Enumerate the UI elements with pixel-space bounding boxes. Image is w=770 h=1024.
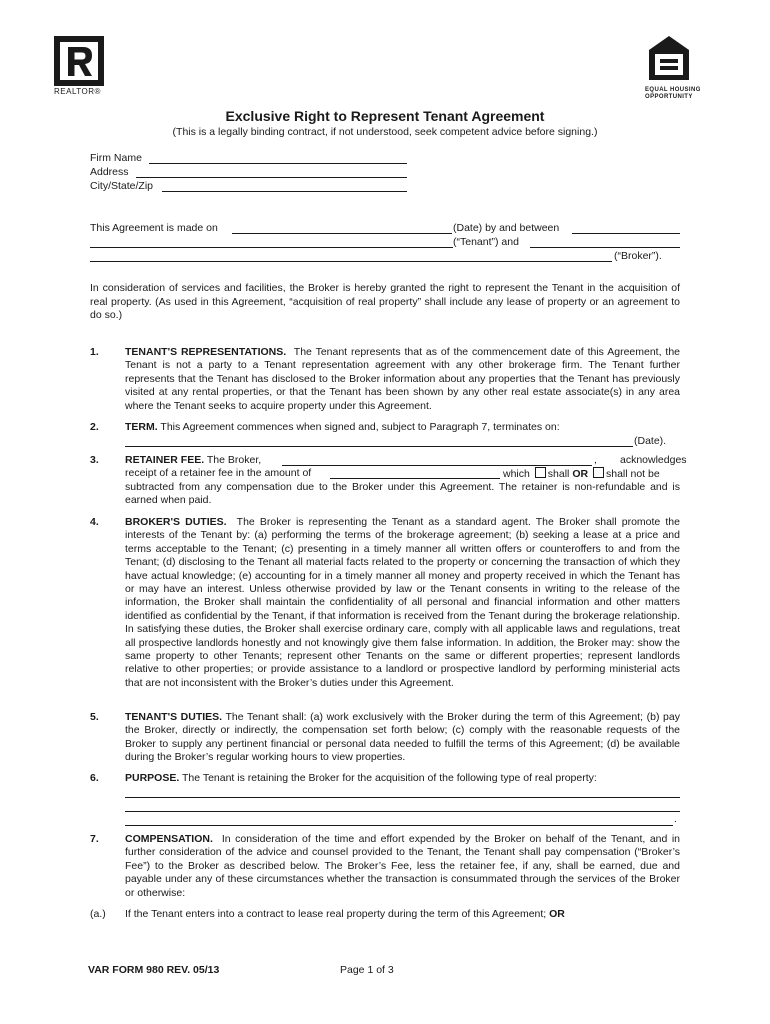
section-6-heading: PURPOSE. [125, 772, 180, 784]
section-4-number: 4. [90, 516, 99, 528]
section-3-options [503, 467, 660, 482]
shall-not-checkbox[interactable] [593, 467, 604, 478]
section-2-heading: TERM. [125, 421, 158, 433]
broker-retainer-name-field[interactable] [282, 465, 592, 466]
section-1-body [125, 346, 680, 413]
equal-housing-text-2: OPPORTUNITY [645, 94, 693, 100]
section-4-heading: BROKER'S DUTIES. [125, 516, 227, 528]
section-7-number: 7. [90, 833, 99, 845]
section-6-number: 6. [90, 772, 99, 784]
section-6-text: The Tenant is retaining the Broker for the acquisition of the following type of real property: [182, 772, 597, 784]
party-field-1[interactable] [572, 233, 680, 234]
section-6-end: . [674, 813, 677, 825]
agreement-made-label: This Agreement is made on [90, 222, 218, 234]
or-text: OR [572, 468, 589, 480]
broker-label: (“Broker”). [614, 250, 662, 262]
section-3-heading: RETAINER FEE. [125, 454, 205, 466]
address-label: Address [90, 166, 129, 178]
realtor-r-icon [54, 36, 104, 86]
shall-not-text: shall not be [605, 468, 660, 480]
acknowledges-text: acknowledges [620, 454, 687, 466]
consideration-paragraph: In consideration of services and facilities, the Broker is hereby granted the right to represent the Tenant in the acquisition of real property. (As used in this Agreement, “acquisition of real property” shall include any lease of property or an agreement to do so.) [90, 282, 680, 321]
section-2-body [125, 421, 680, 434]
agreement-date-field[interactable] [232, 233, 452, 234]
retainer-amount-field[interactable] [330, 478, 500, 479]
date-between-label: (Date) by and between [453, 222, 560, 234]
firm-name-label: Firm Name [90, 152, 142, 164]
broker-name-field-2[interactable] [90, 261, 612, 262]
section-4-text: The Broker is representing the Tenant as a standard agent. The Broker shall promote the interests of the Tenant by: (a) performing the terms of the brokerage agreement; (b) seeking a lease at a price and terms acceptable to the Tenant; (c) presenting in a timely manner all written offers or counteroffers to and from the Tenant; (d) disclosing to the Tenant all material facts related to the property or concerning the transaction of which they have actual knowledge; (e) accounting for in a timely manner all money and property received in which the Tenant has or may have an interest. Unless otherwise provided by law or the Tenant consents in writing to the release of the information, the Broker shall maintain the confidentiality of all personal and financial information and other matters identified as confidential by the Tenant, if that information is received from the Tenant during the brokerage relationship. In satisfying these duties, the Broker shall exercise ordinary care, comply with all applicable laws and regulations, treat all prospective landlords honestly and not knowingly give them false information. In addition, the Broker may: show the same property to other Tenants; represent other Tenants on the same or different properties; represent landlords relative to other properties; or provide assistance to a landlord or prospective landlord by performing ministerial acts that are not inconsistent with the Broker’s duties under this Agreement. [125, 516, 680, 689]
firm-name-field[interactable] [149, 163, 407, 164]
section-3-text-a: The Broker, [206, 454, 262, 466]
equal-housing-logo [645, 34, 709, 101]
section-7-heading: COMPENSATION. [125, 833, 213, 845]
which-text: which [503, 468, 530, 480]
section-7a-text: If the Tenant enters into a contract to lease real property during the term of this Agreement; [125, 908, 547, 920]
section-2-date-label: (Date). [634, 435, 667, 447]
realtor-wordmark: REALTOR® [54, 87, 101, 96]
section-3-number: 3. [90, 454, 99, 466]
section-5-body [125, 711, 680, 765]
section-7-body [125, 833, 680, 900]
city-state-zip-field[interactable] [162, 191, 407, 192]
shall-text: shall [547, 468, 570, 480]
tenant-label: (“Tenant”) and [453, 236, 519, 248]
house-icon [648, 34, 690, 82]
document-title: Exclusive Right to Represent Tenant Agreement [225, 108, 545, 124]
realtor-logo [54, 36, 110, 96]
section-3-text-c: subtracted from any compensation due to the Broker under this Agreement. The retainer is non-refundable and is earned when paid. [125, 481, 680, 507]
section-6-body [125, 772, 597, 786]
section-1-heading: TENANT'S REPRESENTATIONS. [125, 346, 287, 358]
section-2-text: This Agreement commences when signed and, subject to Paragraph 7, terminates on: [160, 421, 560, 433]
property-type-field-1[interactable] [125, 797, 680, 798]
property-type-field-2[interactable] [125, 811, 680, 812]
broker-name-field-1[interactable] [530, 247, 680, 248]
form-number: VAR FORM 980 REV. 05/13 [88, 964, 220, 976]
property-type-field-3[interactable] [125, 825, 673, 826]
section-4-body [125, 516, 680, 690]
section-7a-body [125, 908, 565, 922]
section-5-heading: TENANT'S DUTIES. [125, 711, 223, 723]
equal-housing-text-1: EQUAL HOUSING [645, 87, 701, 93]
section-1-text: The Tenant represents that as of the commencement date of this Agreement, the Tenant is not a party to a Tenant representation agreement with any other brokerage firm. The Tenant further represents that the Tenant has disclosed to the Broker information about any properties that the Tenant has previously visited at any rental properties, or that the Tenant has been shown by any other real estate associate(s) in any area where the Tenant seeks to acquire property under this Agreement. [125, 346, 680, 412]
tenant-name-field[interactable] [90, 247, 453, 248]
shall-checkbox[interactable] [535, 467, 546, 478]
section-1-number: 1. [90, 346, 99, 358]
section-7a-number: (a.) [90, 908, 106, 920]
section-7a-or: OR [549, 908, 565, 920]
document-subtitle: (This is a legally binding contract, if not understood, seek competent advice before signing.) [172, 126, 598, 138]
section-2-number: 2. [90, 421, 99, 433]
section-3-line-1 [125, 454, 261, 468]
city-state-zip-label: City/State/Zip [90, 180, 154, 192]
termination-date-field[interactable] [125, 446, 633, 447]
comma-text: , [594, 454, 597, 466]
section-5-number: 5. [90, 711, 99, 723]
page-number: Page 1 of 3 [340, 964, 394, 976]
address-field[interactable] [136, 177, 407, 178]
section-3-text-b: receipt of a retainer fee in the amount of [125, 467, 312, 479]
section-7-text: In consideration of the time and effort expended by the Broker on behalf of the Tenant, and in further consideration of the advice and counsel provided to the Tenant, the Tenant shall pay compensation (“Broker’s Fee”) to the Broker as described below. The Broker’s Fee, less the retainer fee, if any, shall be earned, due and payable under any of these circumstances whether the transaction is consummated through the services of the Broker or otherwise: [125, 833, 681, 899]
section-5-text: The Tenant shall: (a) work exclusively with the Broker during the term of this Agreement; (b) pay the Broker, directly or indirectly, the compensation set forth below; (c) comply with the reasonable requests of the Broker to supply any pertinent financial or personal data needed to fulfill the terms of this Agreement; (d) be available during the Broker’s regular working hours to view properties. [125, 711, 680, 764]
